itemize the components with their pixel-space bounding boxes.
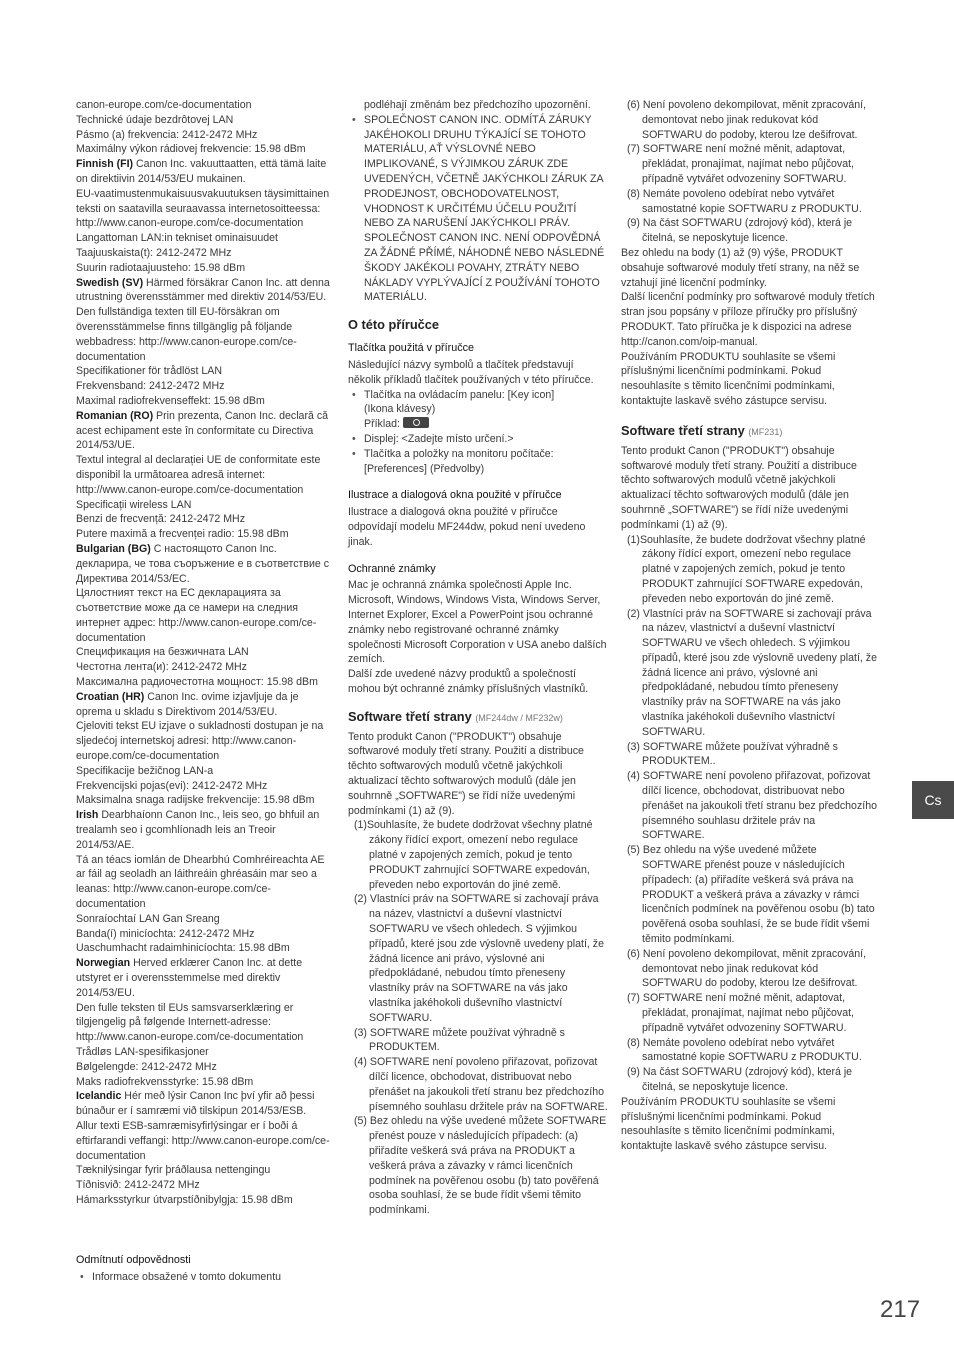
language-label: Norwegian (76, 957, 131, 970)
regulatory-paragraph (76, 261, 334, 276)
regulatory-text: Maximálny výkon rádiovej frekvencie: 15.98 dBm (76, 143, 306, 156)
disclaimer-bullet-caps: • SPOLEČNOST CANON INC. ODMÍTÁ ZÁRUKY JAKÉHOKOLI DRUHU TÝKAJÍCÍ SE TOHOTO MATERIÁLU, AŤ VÝSLOVNÉ NEBO IMPLIKOVANÉ, S VÝJIMKOU ZÁRUK ZDE UVEDENÝCH, VČETNĚ JAKÝCHKOLI ZÁRUK ZA PRODEJNOST, OBCHODOVATELNOST, VHODNOST K URČITÉMU ÚČELU POUŽITÍ NEBO ZA NARUŠENÍ JAKÝCHKOLI PRÁV. SPOLEČNOST CANON INC. NENÍ ODPOVĚDNÁ ZA ŽÁDNÉ PŘÍMÉ, NÁHODNÉ NEBO NÁSLEDNÉ ŠKODY JAKÉKOLI POVAHY, ZTRÁTY NEBO NÁKLADY VYPLÝVAJÍCÍ Z POUŽÍVÁNÍ TOHOTO MATERIÁLU. (348, 113, 608, 305)
software-heading-2 (621, 423, 879, 440)
regulatory-text: Maximal radiofrekvenseffekt: 15.98 dBm (76, 394, 265, 407)
license-term-item: (1)Souhlasíte, že budete dodržovat všechny platné zákony řídící export, omezení nebo regulace platné v zapojených zemích, pokud je tento PRODUKT zahrnující SOFTWARE expedován, převeden nebo exportován do jiné země. (354, 819, 593, 891)
regulatory-paragraph (76, 1001, 334, 1045)
language-label: Bulgarian (BG) (76, 542, 151, 555)
regulatory-paragraph (76, 512, 334, 527)
regulatory-paragraph (76, 128, 334, 143)
buttons-heading: Tlačítka použitá v příručce (348, 342, 475, 355)
software-terms-list-1 (348, 818, 608, 1218)
about-heading: O této příručce (348, 317, 440, 333)
language-label: Swedish (SV) (76, 276, 144, 289)
software-note-2: Další licenční podmínky pro softwarové moduly třetích stran jsou popsány v příloze příručky pro příslušný PRODUKT. Tato příručka je k dispozici na adrese http://canon.com/oip-manual. (621, 291, 875, 348)
regulatory-text: Dearbhaíonn Canon Inc., leis seo, go bhfuil an trealamh seo i gcomhlíonadh leis an Treoir 2014/53/AE. (76, 809, 320, 851)
software-heading-1-text: Software třetí strany (348, 708, 472, 724)
license-term-item: (5) Bez ohledu na výše uvedené můžete SOFTWARE přenést pouze v následujících případech: (a) přiřadíte veškerá svá práva na PRODUKT a veškerá práva a závazky v rámci licenčních podmínek na pověřenou osobu (b) tato pověřená osoba souhlasí, že se bude řídit všemi těmito podmínkami. (627, 844, 875, 946)
software-heading-1 (348, 709, 608, 726)
regulatory-text: Frekvensband: 2412-2472 MHz (76, 380, 225, 393)
regulatory-paragraph (76, 498, 334, 513)
regulatory-paragraph (76, 660, 334, 675)
language-tab[interactable]: Cs (912, 781, 954, 819)
software-heading-2-model: (MF231) (748, 426, 783, 437)
column-1-end (76, 1245, 334, 1285)
regulatory-paragraph (76, 113, 334, 128)
license-term-item: (1)Souhlasíte, že budete dodržovat všechny platné zákony řídící export, omezení nebo regulace platné v zapojených zemích, pokud je tento PRODUKT zahrnující SOFTWARE expedován, převeden nebo exportován do jiné země. (627, 533, 866, 605)
example-line (364, 417, 608, 432)
regulatory-text: Banda(í) minicíochta: 2412-2472 MHz (76, 927, 255, 940)
regulatory-text: Tíðnisvið: 2412-2472 MHz (76, 1179, 200, 1192)
disclaimer-heading: Odmítnutí odpovědnosti (76, 1254, 191, 1266)
license-term-item: (8) Nemáte povoleno odebírat nebo vytvářet samostatné kopie SOFTWARU z PRODUKTU. (627, 187, 862, 215)
regulatory-paragraph (76, 1163, 334, 1178)
regulatory-text: Langattoman LAN:in tekniset ominaisuudet (76, 232, 278, 245)
regulatory-text: Trådløs LAN-spesifikasjoner (76, 1046, 209, 1058)
regulatory-paragraph (76, 927, 334, 942)
regulatory-text: Hér með lýsir Canon Inc því yfir að þessi búnaður er í samræmi við tilskipun 2014/53/ESB. (76, 1090, 315, 1118)
regulatory-text: Den fullständiga texten till EU-försäkran om överensstämmelse finns tillgänglig på följande webbadress: http://www.canon-europe.com/ce-documentation (76, 306, 297, 363)
license-term-item: (9) Na část SOFTWARU (zdrojový kód), která je čitelná, se neposkytuje licence. (627, 1066, 853, 1093)
regulatory-text: Cjeloviti tekst EU izjave o sukladnosti dostupan je na sljedećoj internetskoj adresi: http://www.canon-europe.com/ce-documentation (76, 720, 324, 763)
regulatory-text: Спецификация на безжичната LAN (76, 646, 249, 659)
regulatory-paragraph (76, 645, 334, 660)
page-number: 217 (880, 1296, 921, 1323)
regulatory-text: Härmed försäkrar Canon Inc. att denna utrustning överensstämmer med direktiv 2014/53/EU. (76, 276, 330, 304)
regulatory-paragraph (76, 276, 334, 306)
license-term-item: (2) Vlastníci práv na SOFTWARE si zachovají práva na název, vlastnictví a duševní vlastnictví SOFTWARU ve všech ohledech. S výjimkou případů, které jsou zde výslovně uvedeny platí, že žádná licence ani právo, výslovné ani předpokládané, nebudou tímto přeneseny vlastníky práv na SOFTWARE na vás jako vlastníka jakéhokoli duševního vlastnictví SOFTWARU. (627, 607, 877, 738)
regulatory-text: Sonraíochtaí LAN Gan Sreang (76, 912, 220, 925)
license-term-item: (8) Nemáte povoleno odebírat nebo vytvářet samostatné kopie SOFTWARU z PRODUKTU. (627, 1036, 862, 1064)
buttons-bullet-3: • Tlačítka a položky na monitoru počítače: [Preferences] (Předvolby) (348, 447, 608, 477)
regulatory-text: Specifikacije bežičnog LAN-a (76, 764, 214, 777)
buttons-paragraph: Následující názvy symbolů a tlačítek představují několik příkladů tlačítek používaných v této příručce. (348, 358, 594, 386)
regulatory-text: Pásmo (a) frekvencia: 2412-2472 MHz (76, 128, 258, 141)
regulatory-paragraph (76, 1178, 334, 1193)
regulatory-paragraph (76, 364, 334, 379)
regulatory-paragraph (76, 187, 334, 231)
license-term-item: (2) Vlastníci práv na SOFTWARE si zachovají práva na název, vlastnictví a duševní vlastnictví SOFTWARU ve všech ohledech. S výjimkou případů, které jsou zde výslovně uvedeny platí, že žádná licence ani právo, výslovné ani předpokládané, nebudou tímto přeneseny vlastníky práv na SOFTWARE na vás jako vlastníka jakéhokoli duševního vlastnictví SOFTWARU. (354, 893, 604, 1024)
regulatory-text: Цялостният текст на ЕС декларацията за съответствие може да се намери на следния интернет адрес: http://www.canon-europe.com/ce-documentation (76, 587, 317, 644)
buttons-bullet-2: • Displej: <Zadejte místo určení.> (348, 432, 608, 447)
regulatory-text: Uaschumhacht radaimhinicíochta: 15.98 dBm (76, 942, 290, 955)
camera-key-icon (403, 417, 429, 428)
regulatory-paragraph (76, 1060, 334, 1075)
regulatory-text: Suurin radiotaajuusteho: 15.98 dBm (76, 261, 246, 274)
regulatory-paragraph (76, 675, 334, 690)
regulatory-paragraph (76, 1193, 334, 1208)
license-term-item: (7) SOFTWARE není možné měnit, adaptovat, překládat, pronajímat, najímat nebo půjčovat, případně vytvářet odvozeniny SOFTWARU. (627, 992, 854, 1034)
regulatory-paragraph (76, 246, 334, 261)
regulatory-text: Bølgelengde: 2412-2472 MHz (76, 1060, 217, 1073)
regulatory-paragraph (76, 394, 334, 409)
regulatory-text: Allur texti ESB-samræmisyfirlýsingar er í boði á eftirfarandi veffangi: http://www.canon-europe.com/ce-documentation (76, 1119, 330, 1162)
example-label: Příklad: (364, 418, 403, 431)
language-label: Icelandic (76, 1090, 122, 1103)
regulatory-paragraph (76, 453, 334, 497)
regulatory-text: Specificații wireless LAN (76, 498, 192, 511)
language-label: Finnish (FI) (76, 158, 134, 171)
regulatory-paragraph (76, 98, 334, 113)
license-term-item: (3) SOFTWARE můžete používat výhradně s PRODUKTEM. (354, 1026, 565, 1054)
software-paragraph-1: Tento produkt Canon ("PRODUKT") obsahuje softwarové moduly třetí strany. Použití a distribuce těchto softwarových modulů včetně jakýchkoli aktualizací těchto softwarových modulů (dále jen souhrnně „SOFTWARE") se řídí níže uvedenými podmínkami (1) až (9). (348, 730, 584, 817)
license-term-item: (3) SOFTWARE můžete používat výhradně s PRODUKTEM.. (627, 740, 838, 768)
regulatory-paragraph (76, 586, 334, 645)
regulatory-paragraph (76, 409, 334, 453)
regulatory-text: Честотна лента(и): 2412-2472 MHz (76, 661, 247, 674)
regulatory-text: Tæknilýsingar fyrir þráðlausa nettengingu (76, 1164, 271, 1177)
illustrations-heading: Ilustrace a dialogová okna použité v příručce (348, 489, 562, 502)
software-terms-list-1-cont (621, 98, 879, 246)
language-label: Irish (76, 809, 99, 822)
software-terms-list-2 (621, 533, 879, 1095)
regulatory-text: Hámarksstyrkur útvarpstíðnibylgja: 15.98 dBm (76, 1193, 293, 1206)
regulatory-paragraph (76, 690, 334, 720)
regulatory-paragraph (76, 379, 334, 394)
regulatory-text: Maks radiofrekvensstyrke: 15.98 dBm (76, 1075, 254, 1088)
license-term-item: (9) Na část SOFTWARU (zdrojový kód), která je čitelná, se neposkytuje licence. (627, 217, 853, 245)
software-heading-2-text: Software třetí strany (621, 422, 745, 438)
column-2 (348, 98, 608, 1218)
regulatory-paragraph (76, 793, 334, 808)
regulatory-paragraph (76, 719, 334, 763)
license-term-item: (4) SOFTWARE není povoleno přiřazovat, pořizovat dílčí licence, obchodovat, distribuovat nebo přenášet na jakoukoli třetí stranu bez předchozího písemného souhlasu držitele práv na SOFTWARE. (627, 770, 877, 842)
disclaimer-bullet: • Informace obsažené v tomto dokumentu (76, 1270, 334, 1285)
software-note-3: Používáním PRODUKTU souhlasíte se všemi příslušnými licenčními podmínkami. Pokud nesouhlasíte s těmito licenčními podmínkami, kontaktujte laskavě svého zástupce servisu. (621, 350, 836, 407)
illustrations-paragraph: Ilustrace a dialogová okna použité v příručce odpovídají modelu MF244dw, pokud není uvedeno jinak. (348, 506, 586, 548)
regulatory-text: Frekvencijski pojas(evi): 2412-2472 MHz (76, 779, 268, 792)
regulatory-paragraph (76, 157, 334, 187)
language-label: Romanian (RO) (76, 409, 154, 422)
column-3 (621, 98, 879, 1154)
regulatory-text: canon-europe.com/ce-documentation (76, 99, 252, 111)
key-icon-label: • Tlačítka na ovládacím panelu: [Key icon] (364, 388, 555, 401)
regulatory-text: Herved erklærer Canon Inc. at dette utstyret er i overensstemmelse med direktiv 2014/53/EU. (76, 957, 303, 999)
regulatory-text: Den fulle teksten til EUs samsvarserklæring er tilgjengelig på følgende Internett-adresse: http://www.canon-europe.com/ce-documentation (76, 1001, 304, 1044)
regulatory-text: Maksimalna snaga radijske frekvencije: 15.98 dBm (76, 794, 315, 807)
license-term-item: (6) Není povoleno dekompilovat, měnit zpracování, demontovat nebo jinak redukovat kód SOFTWARU do podoby, kterou lze dešifrovat. (627, 947, 867, 990)
regulatory-paragraph (76, 808, 334, 852)
regulatory-paragraph (76, 231, 334, 246)
software-heading-1-models: (MF244dw / MF232w) (475, 712, 563, 723)
software-paragraph-2: Tento produkt Canon ("PRODUKT") obsahuje softwarové moduly třetí strany. Použití a distribuce těchto softwarových modulů včetně jakýchkoli aktualizací těchto softwarových modulů (dále jen souhrnně „SOFTWARE") se řídí níže uvedenými podmínkami (1) až (9). (621, 444, 857, 531)
regulatory-text: Tá an téacs iomlán de Dhearbhú Comhréireachta AE ar fáil ag seoladh an láithreáin ghréasáin mar seo a leanas: http://www.canon-europe.com/ce-documentation (76, 853, 325, 911)
regulatory-paragraph (76, 853, 334, 912)
column-1 (76, 98, 334, 1208)
regulatory-text: Prin prezenta, Canon Inc. declară că acest echipament este în conformitate cu Directiva 2014/53/UE. (76, 409, 329, 452)
license-term-item: (4) SOFTWARE není povoleno přiřazovat, pořizovat dílčí licence, obchodovat, distribuovat nebo přenášet na jakoukoli třetí stranu bez předchozího písemného souhlasu držitele práv na SOFTWARE. (354, 1056, 608, 1113)
regulatory-paragraph (76, 764, 334, 779)
license-term-item: (6) Není povoleno dekompilovat, měnit zpracování, demontovat nebo jinak redukovat kód SOFTWARU do podoby, kterou lze dešifrovat. (627, 99, 867, 141)
regulatory-text: Putere maximă a frecvenței radio: 15.98 dBm (76, 528, 289, 541)
regulatory-paragraph (76, 941, 334, 956)
regulatory-paragraph (76, 779, 334, 794)
software-closing: Používáním PRODUKTU souhlasíte se všemi příslušnými licenčními podmínkami. Pokud nesouhlasíte s těmito licenčními podmínkami, kontaktujte laskavě svého zástupce servisu. (621, 1095, 836, 1153)
trademarks-paragraph-2: Další zde uvedené názvy produktů a společností mohou být ochranné známky příslušných vlastníků. (348, 668, 589, 695)
regulatory-text: Benzi de frecvență: 2412-2472 MHz (76, 513, 246, 526)
regulatory-text: С настоящото Canon Inc. декларира, че това съоръжение е в съответствие с Директива 2014/53/ЕС. (76, 542, 330, 585)
regulatory-text: Specifikationer för trådlöst LAN (76, 365, 223, 378)
software-note-1: Bez ohledu na body (1) až (9) výše, PRODUKT obsahuje softwarové moduly třetí strany, na něž se vztahují jiné licenční podmínky. (621, 246, 860, 289)
regulatory-text: Taajuuskaista(t): 2412-2472 MHz (76, 246, 232, 259)
regulatory-paragraph (76, 912, 334, 927)
disclaimer-text-cont: podléhají změnám bez předchozího upozornění. (364, 99, 591, 111)
regulatory-paragraph (76, 956, 334, 1000)
regulatory-paragraph (76, 305, 334, 364)
regulatory-paragraph (76, 1075, 334, 1090)
license-term-item: (7) SOFTWARE není možné měnit, adaptovat, překládat, pronajímat, najímat nebo půjčovat, případně vytvářet odvozeniny SOFTWARU. (627, 143, 854, 185)
regulatory-paragraph (76, 1089, 334, 1119)
regulatory-text: Textul integral al declarației UE de conformitate este disponibil la următoarea adresă internet: http://www.canon-europe.com/ce-documentation (76, 454, 321, 496)
buttons-bullet-1 (348, 388, 608, 432)
regulatory-text: Canon Inc. vakuuttaatten, että tämä laite on direktiivin 2014/53/EU mukainen. (76, 158, 327, 185)
regulatory-paragraph (76, 527, 334, 542)
trademarks-heading: Ochranné známky (348, 562, 436, 575)
trademarks-paragraph-1: Mac je ochranná známka společnosti Apple Inc. Microsoft, Windows, Windows Vista, Windows Server, Internet Explorer, Excel a PowerPoint jsou ochranné známky nebo registrované ochranné známky společnosti Microsoft Corporation v USA anebo dalších zemích. (348, 579, 607, 666)
regulatory-text: EU-vaatimustenmukaisuusvakuutuksen täysimittainen teksti on saatavilla seuraavassa internetosoitteessa: http://www.canon-europe.com/ce-documentation (76, 187, 330, 230)
regulatory-text: Максимална радиочестотна мощност: 15.98 dBm (76, 676, 318, 689)
regulatory-text: Technické údaje bezdrôtovej LAN (76, 113, 234, 126)
regulatory-paragraph (76, 1119, 334, 1163)
language-label: Croatian (HR) (76, 690, 145, 703)
regulatory-text: Canon Inc. ovime izjavljuje da je oprema u skladu s Direktivom 2014/53/EU. (76, 690, 299, 718)
regulatory-paragraph (76, 1045, 334, 1060)
key-icon-label-cs: (Ikona klávesy) (364, 403, 436, 416)
regulatory-paragraph (76, 142, 334, 157)
license-term-item: (5) Bez ohledu na výše uvedené můžete SOFTWARE přenést pouze v následujících případech: (a) přiřadíte veškerá svá práva na PRODUKT a veškerá práva a závazky v rámci licenčních podmínek na pověřenou osobu (b) tato pověřená osoba souhlasí, že se bude řídit všemi těmito podmínkami. (354, 1115, 607, 1217)
regulatory-paragraph (76, 542, 334, 586)
